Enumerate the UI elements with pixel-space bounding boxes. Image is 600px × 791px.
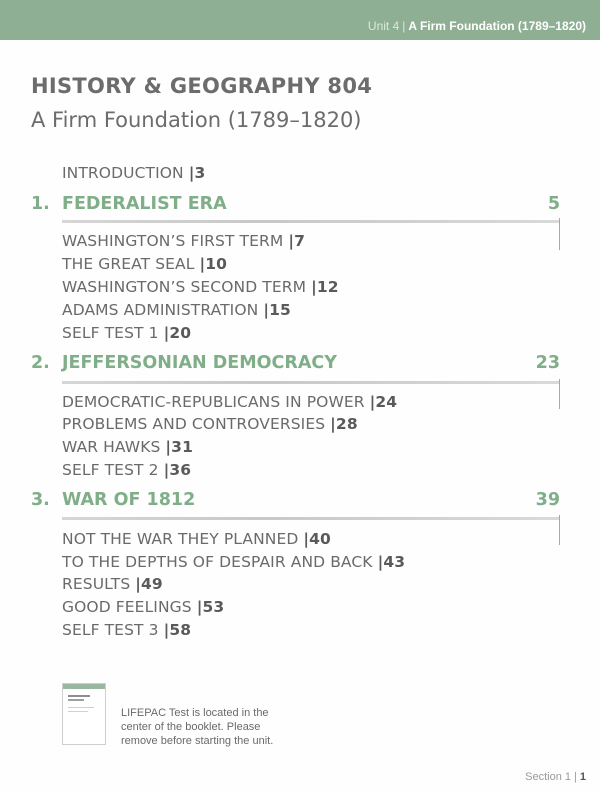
toc-item-page: |36 <box>163 461 192 479</box>
section-1-title[interactable]: FEDERALIST ERA <box>62 194 227 214</box>
running-header <box>368 19 586 33</box>
toc-item[interactable] <box>62 415 358 433</box>
lifepac-test-note <box>121 706 321 748</box>
toc-item-page: |20 <box>163 324 192 342</box>
toc-item[interactable] <box>62 393 397 411</box>
header-unit-label: Unit 4 <box>367 19 400 33</box>
booklet-text-line <box>68 707 94 708</box>
toc-item[interactable] <box>62 461 191 479</box>
toc-item[interactable] <box>62 530 331 548</box>
toc-item-label: WASHINGTON’S SECOND TERM <box>62 278 307 296</box>
toc-item-label: WASHINGTON’S FIRST TERM <box>62 232 284 250</box>
toc-item[interactable] <box>62 232 305 250</box>
note-line: remove before starting the unit. <box>121 735 274 747</box>
toc-item-label: THE GREAT SEAL <box>62 255 195 273</box>
toc-item-label: TO THE DEPTHS OF DESPAIR AND BACK <box>62 553 373 571</box>
page-footer <box>525 771 586 783</box>
section-2-title[interactable]: JEFFERSONIAN DEMOCRACY <box>62 353 337 373</box>
toc-item[interactable] <box>62 598 224 616</box>
toc-item[interactable] <box>62 324 191 342</box>
section-3-rule <box>62 517 560 520</box>
toc-item-label: WAR HAWKS <box>62 438 161 456</box>
toc-item[interactable] <box>62 301 291 319</box>
toc-item-page: |31 <box>165 438 193 456</box>
section-3-page: 39 <box>535 490 560 510</box>
section-2-divider <box>559 379 560 409</box>
toc-item-page: |49 <box>135 575 163 593</box>
toc-item[interactable] <box>62 278 339 296</box>
section-1-rule <box>62 220 560 223</box>
toc-item-page: |43 <box>377 553 406 571</box>
booklet-text-line <box>68 711 88 712</box>
booklet-cover-band <box>63 684 105 689</box>
section-2-page: 23 <box>535 353 560 373</box>
note-line: LIFEPAC Test is located in the <box>121 707 269 719</box>
header-title: A Firm Foundation (1789–1820) <box>408 19 586 33</box>
note-line: center of the booklet. Please <box>121 721 261 733</box>
toc-item-label: GOOD FEELINGS <box>62 598 192 616</box>
toc-item-page: |10 <box>199 255 228 273</box>
toc-item-page: |53 <box>196 598 225 616</box>
toc-item-label: SELF TEST 3 <box>62 621 159 639</box>
booklet-title-line <box>68 695 90 697</box>
toc-item-page: |15 <box>263 301 291 319</box>
booklet-thumbnail-icon <box>62 683 106 745</box>
toc-item-label: NOT THE WAR THEY PLANNED <box>62 530 299 548</box>
section-1-number: 1. <box>31 194 50 214</box>
toc-item-label: PROBLEMS AND CONTROVERSIES <box>62 415 326 433</box>
header-separator: | <box>402 19 406 33</box>
footer-section-label: Section 1 <box>525 771 572 783</box>
header-band <box>0 0 600 40</box>
toc-item-page: |12 <box>311 278 339 296</box>
section-3-divider <box>559 515 560 545</box>
document-title: HISTORY & GEOGRAPHY 804 <box>31 74 373 98</box>
section-3-number: 3. <box>31 490 50 510</box>
section-2-rule <box>62 381 560 384</box>
toc-item-label: RESULTS <box>62 575 131 593</box>
footer-separator: | <box>574 771 577 783</box>
toc-item[interactable] <box>62 438 193 456</box>
toc-item[interactable] <box>62 575 163 593</box>
toc-item-page: |7 <box>288 232 306 250</box>
toc-item[interactable] <box>62 553 405 571</box>
page-number: 1 <box>579 771 586 783</box>
toc-item-page: |40 <box>303 530 331 548</box>
toc-item-label: SELF TEST 2 <box>62 461 159 479</box>
section-1-page: 5 <box>547 194 560 214</box>
toc-item-label: DEMOCRATIC-REPUBLICANS IN POWER <box>62 393 365 411</box>
toc-item-page: |28 <box>330 415 358 433</box>
toc-item-label: INTRODUCTION <box>62 164 184 182</box>
section-2-number: 2. <box>31 353 50 373</box>
section-3-title[interactable]: WAR OF 1812 <box>62 490 196 510</box>
toc-item-page: |58 <box>163 621 192 639</box>
section-1-divider <box>559 218 560 250</box>
toc-item-page: |3 <box>188 164 206 182</box>
toc-item[interactable] <box>62 621 191 639</box>
toc-item-page: |24 <box>369 393 398 411</box>
toc-item[interactable] <box>62 255 227 273</box>
toc-item-label: SELF TEST 1 <box>62 324 159 342</box>
document-subtitle: A Firm Foundation (1789–1820) <box>31 108 362 132</box>
booklet-title-line <box>68 699 84 701</box>
toc-item-label: ADAMS ADMINISTRATION <box>62 301 259 319</box>
toc-introduction[interactable] <box>62 164 205 182</box>
